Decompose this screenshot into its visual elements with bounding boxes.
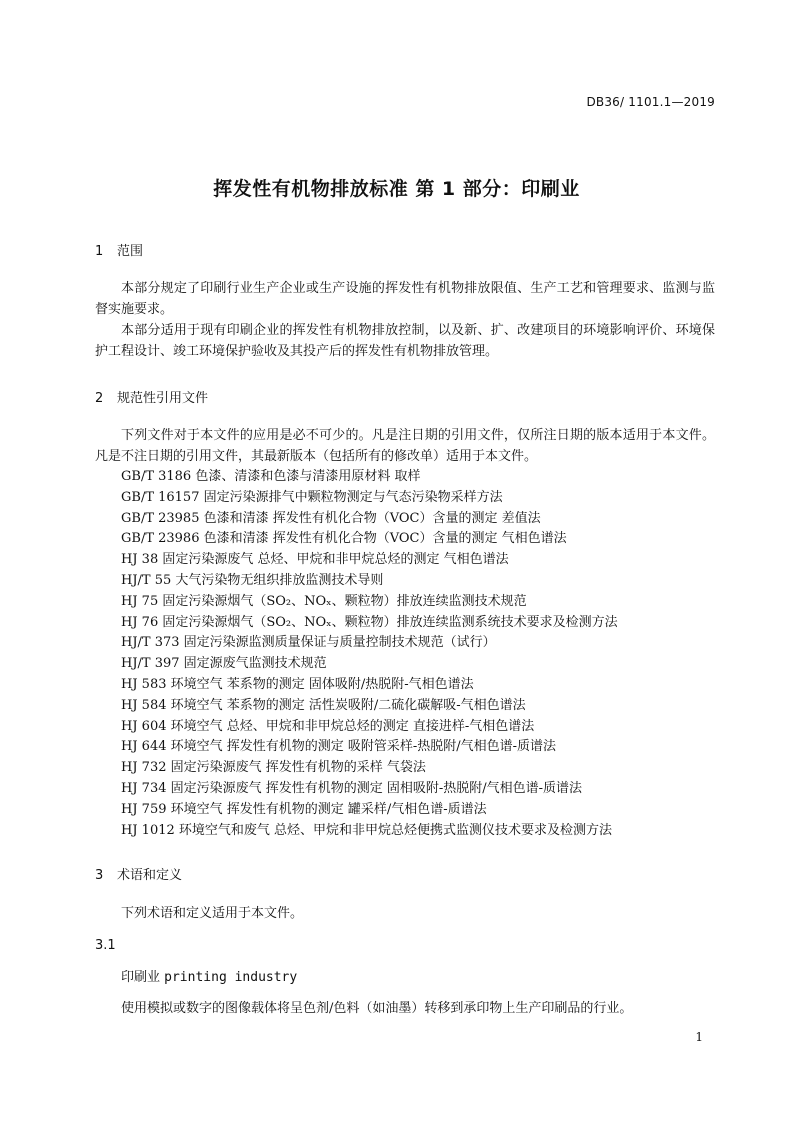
reference-item: HJ 759 环境空气 挥发性有机物的测定 罐采样/气相色谱-质谱法 bbox=[121, 801, 487, 817]
reference-item: GB/T 23985 色漆和清漆 挥发性有机化合物（VOC）含量的测定 差值法 bbox=[121, 510, 541, 526]
section-number: 3 bbox=[95, 868, 104, 883]
term-definition: 使用模拟或数字的图像载体将呈色剂/色料（如油墨）转移到承印物上生产印刷品的行业。 bbox=[121, 1001, 633, 1016]
term-heading bbox=[121, 966, 297, 985]
reference-item: HJ 1012 环境空气和废气 总烃、甲烷和非甲烷总烃便携式监测仪技术要求及检测方法 bbox=[121, 822, 613, 838]
term-number: 3.1 bbox=[95, 938, 116, 953]
reference-item: GB/T 3186 色漆、清漆和色漆与清漆用原材料 取样 bbox=[121, 469, 421, 484]
section-title: 术语和定义 bbox=[117, 868, 183, 883]
section-3-heading bbox=[95, 864, 182, 883]
section-title: 范围 bbox=[117, 244, 144, 259]
reference-item: HJ 38 固定污染源废气 总烃、甲烷和非甲烷总烃的测定 气相色谱法 bbox=[121, 552, 509, 568]
section-number: 1 bbox=[95, 244, 104, 259]
reference-item: HJ/T 55 大气污染物无组织排放监测技术导则 bbox=[121, 572, 384, 588]
reference-item: HJ 76 固定污染源烟气（SO₂、NOₓ、颗粒物）排放连续监测系统技术要求及检测方法 bbox=[121, 614, 618, 630]
reference-item: HJ/T 373 固定污染源监测质量保证与质量控制技术规范（试行） bbox=[121, 635, 496, 651]
section-2-intro: 下列文件对于本文件的应用是必不可少的。凡是注日期的引用文件，仅所注日期的版本适用于本文件。凡是不注日期的引用文件，其最新版本（包括所有的修改单）适用于本文件。 bbox=[95, 428, 715, 464]
reference-item: HJ 734 固定污染源废气 挥发性有机物的测定 固相吸附-热脱附/气相色谱-质谱法 bbox=[121, 780, 583, 796]
section-2-heading bbox=[95, 387, 208, 406]
section-1-heading bbox=[95, 240, 143, 259]
reference-list bbox=[121, 467, 618, 841]
reference-item: HJ 583 环境空气 苯系物的测定 固体吸附/热脱附-气相色谱法 bbox=[121, 676, 474, 692]
page-number: 1 bbox=[695, 1030, 703, 1044]
reference-item: HJ 584 环境空气 苯系物的测定 活性炭吸附/二硫化碳解吸-气相色谱法 bbox=[121, 697, 526, 713]
reference-item: GB/T 16157 固定污染源排气中颗粒物测定与气态污染物采样方法 bbox=[121, 489, 503, 505]
reference-item: GB/T 23986 色漆和清漆 挥发性有机化合物（VOC）含量的测定 气相色谱法 bbox=[121, 531, 567, 547]
reference-item: HJ 75 固定污染源烟气（SO₂、NOₓ、颗粒物）排放连续监测技术规范 bbox=[121, 593, 527, 609]
term-name-en: printing industry bbox=[164, 970, 298, 985]
section-title: 规范性引用文件 bbox=[117, 391, 209, 406]
standard-code: DB36/ 1101.1—2019 bbox=[586, 95, 715, 109]
section-1-paragraph-2: 本部分适用于现有印刷企业的挥发性有机物排放控制，以及新、扩、改建项目的环境影响评价、环境保护工程设计、竣工环境保护验收及其投产后的挥发性有机物排放管理。 bbox=[95, 323, 715, 359]
reference-item: HJ 732 固定污染源废气 挥发性有机物的采样 气袋法 bbox=[121, 760, 426, 776]
section-3-intro: 下列术语和定义适用于本文件。 bbox=[121, 906, 304, 921]
section-1-paragraph-1: 本部分规定了印刷行业生产企业或生产设施的挥发性有机物排放限值、生产工艺和管理要求、监测与监督实施要求。 bbox=[95, 281, 715, 317]
section-number: 2 bbox=[95, 391, 104, 406]
reference-item: HJ 604 环境空气 总烃、甲烷和非甲烷总烃的测定 直接进样-气相色谱法 bbox=[121, 718, 535, 734]
reference-item: HJ 644 环境空气 挥发性有机物的测定 吸附管采样-热脱附/气相色谱-质谱法 bbox=[121, 739, 557, 755]
reference-item: HJ/T 397 固定源废气监测技术规范 bbox=[121, 656, 327, 672]
term-name-cn: 印刷业 bbox=[121, 970, 161, 985]
document-title: 挥发性有机物排放标准 第 1 部分：印刷业 bbox=[213, 178, 580, 200]
